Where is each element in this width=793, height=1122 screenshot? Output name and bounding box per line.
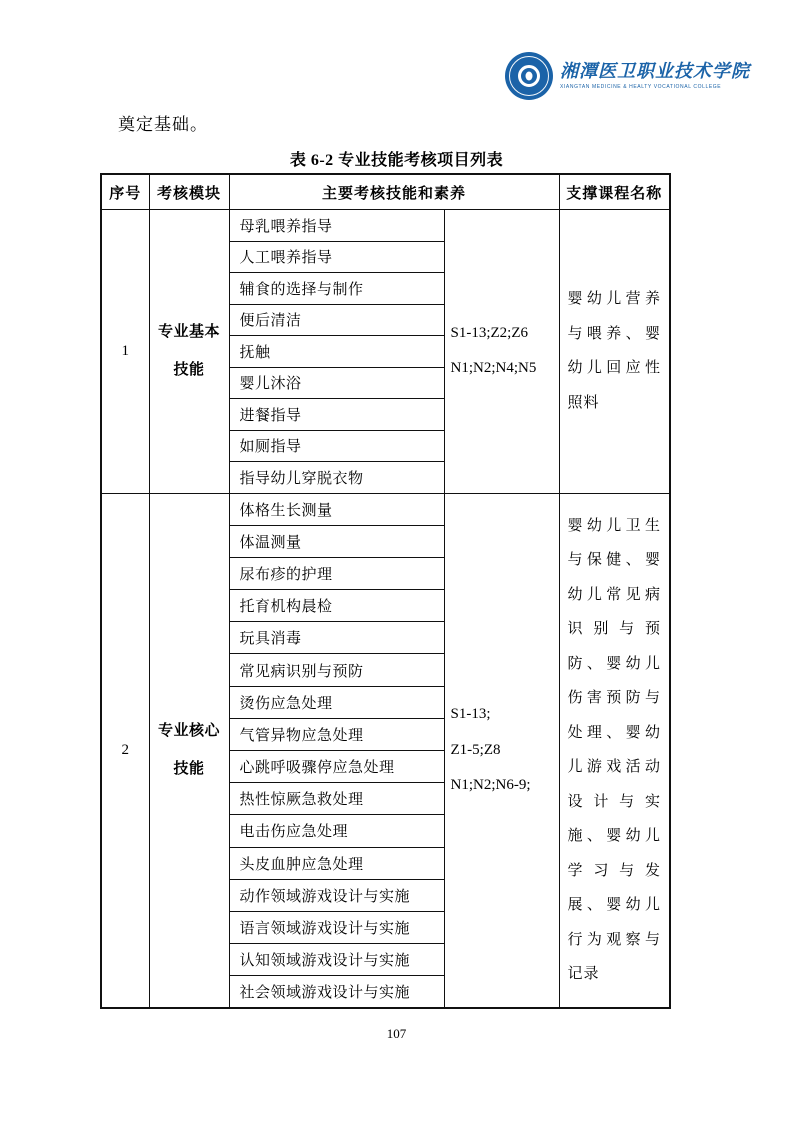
college-name-block <box>560 62 750 90</box>
skill-cell: 烫伤应急处理 <box>229 686 444 718</box>
serial-number-cell: 2 <box>101 493 149 1008</box>
column-header-courses: 支撑课程名称 <box>559 174 670 210</box>
skill-cell: 电击伤应急处理 <box>229 815 444 847</box>
code-line: Z1-5;Z8 <box>450 741 501 758</box>
courses-cell: 婴幼儿营养与喂养、婴幼儿回应性照料 <box>559 210 670 494</box>
emblem-dot <box>526 72 533 81</box>
skills-assessment-table <box>100 173 671 1009</box>
table-header-row <box>101 174 670 210</box>
skill-cell: 便后清洁 <box>229 304 444 336</box>
paragraph-text: 奠定基础。 <box>118 115 208 134</box>
skill-cell: 社会领域游戏设计与实施 <box>229 976 444 1008</box>
module-cell: 专业基本技能 <box>149 210 229 494</box>
skill-cell: 如厕指导 <box>229 430 444 462</box>
skill-cell: 尿布疹的护理 <box>229 557 444 589</box>
code-line: S1-13; <box>450 706 491 723</box>
college-emblem-icon <box>505 52 553 100</box>
skill-cell: 抚触 <box>229 336 444 368</box>
skill-cell: 热性惊厥急救处理 <box>229 783 444 815</box>
table-title: 表 6-2 专业技能考核项目列表 <box>289 152 504 169</box>
skill-cell: 认知领域游戏设计与实施 <box>229 944 444 976</box>
codes-cell <box>444 210 559 494</box>
page-number: 107 <box>386 1026 407 1041</box>
table-row <box>101 210 670 242</box>
skill-cell: 指导幼儿穿脱衣物 <box>229 462 444 494</box>
skill-cell: 常见病识别与预防 <box>229 654 444 686</box>
skill-cell: 母乳喂养指导 <box>229 210 444 242</box>
column-header-serial: 序号 <box>101 174 149 210</box>
skill-cell: 语言领域游戏设计与实施 <box>229 911 444 943</box>
table-row <box>101 493 670 525</box>
skill-cell: 体格生长测量 <box>229 493 444 525</box>
column-header-skills: 主要考核技能和素养 <box>229 174 559 210</box>
college-name-english: XIANGTAN MEDICINE & HEALTY VOCATIONAL COLLEGE <box>560 83 722 90</box>
skill-cell: 进餐指导 <box>229 399 444 431</box>
column-header-module: 考核模块 <box>149 174 229 210</box>
skill-cell: 头皮血肿应急处理 <box>229 847 444 879</box>
skill-cell: 体温测量 <box>229 525 444 557</box>
skill-cell: 托育机构晨检 <box>229 590 444 622</box>
module-cell: 专业核心技能 <box>149 493 229 1008</box>
code-line: N1;N2;N4;N5 <box>450 360 537 377</box>
skill-cell: 婴儿沐浴 <box>229 367 444 399</box>
skill-cell: 人工喂养指导 <box>229 241 444 273</box>
college-logo <box>505 52 750 100</box>
skill-cell: 动作领域游戏设计与实施 <box>229 879 444 911</box>
skill-cell: 辅食的选择与制作 <box>229 273 444 305</box>
serial-number-cell: 1 <box>101 210 149 494</box>
courses-cell: 婴幼儿卫生与保健、婴幼儿常见病识别与预防、婴幼儿伤害预防与处理、婴幼儿游戏活动设计与实施、婴幼儿学习与发展、婴幼儿行为观察与记录 <box>559 493 670 1008</box>
skill-cell: 心跳呼吸骤停应急处理 <box>229 751 444 783</box>
skill-cell: 玩具消毒 <box>229 622 444 654</box>
codes-cell <box>444 493 559 1008</box>
code-line: S1-13;Z2;Z6 <box>450 325 528 341</box>
code-line: N1;N2;N6-9; <box>450 776 531 793</box>
college-name-chinese: 湘潭医卫职业技术学院 <box>560 61 750 82</box>
skill-cell: 气管异物应急处理 <box>229 718 444 750</box>
